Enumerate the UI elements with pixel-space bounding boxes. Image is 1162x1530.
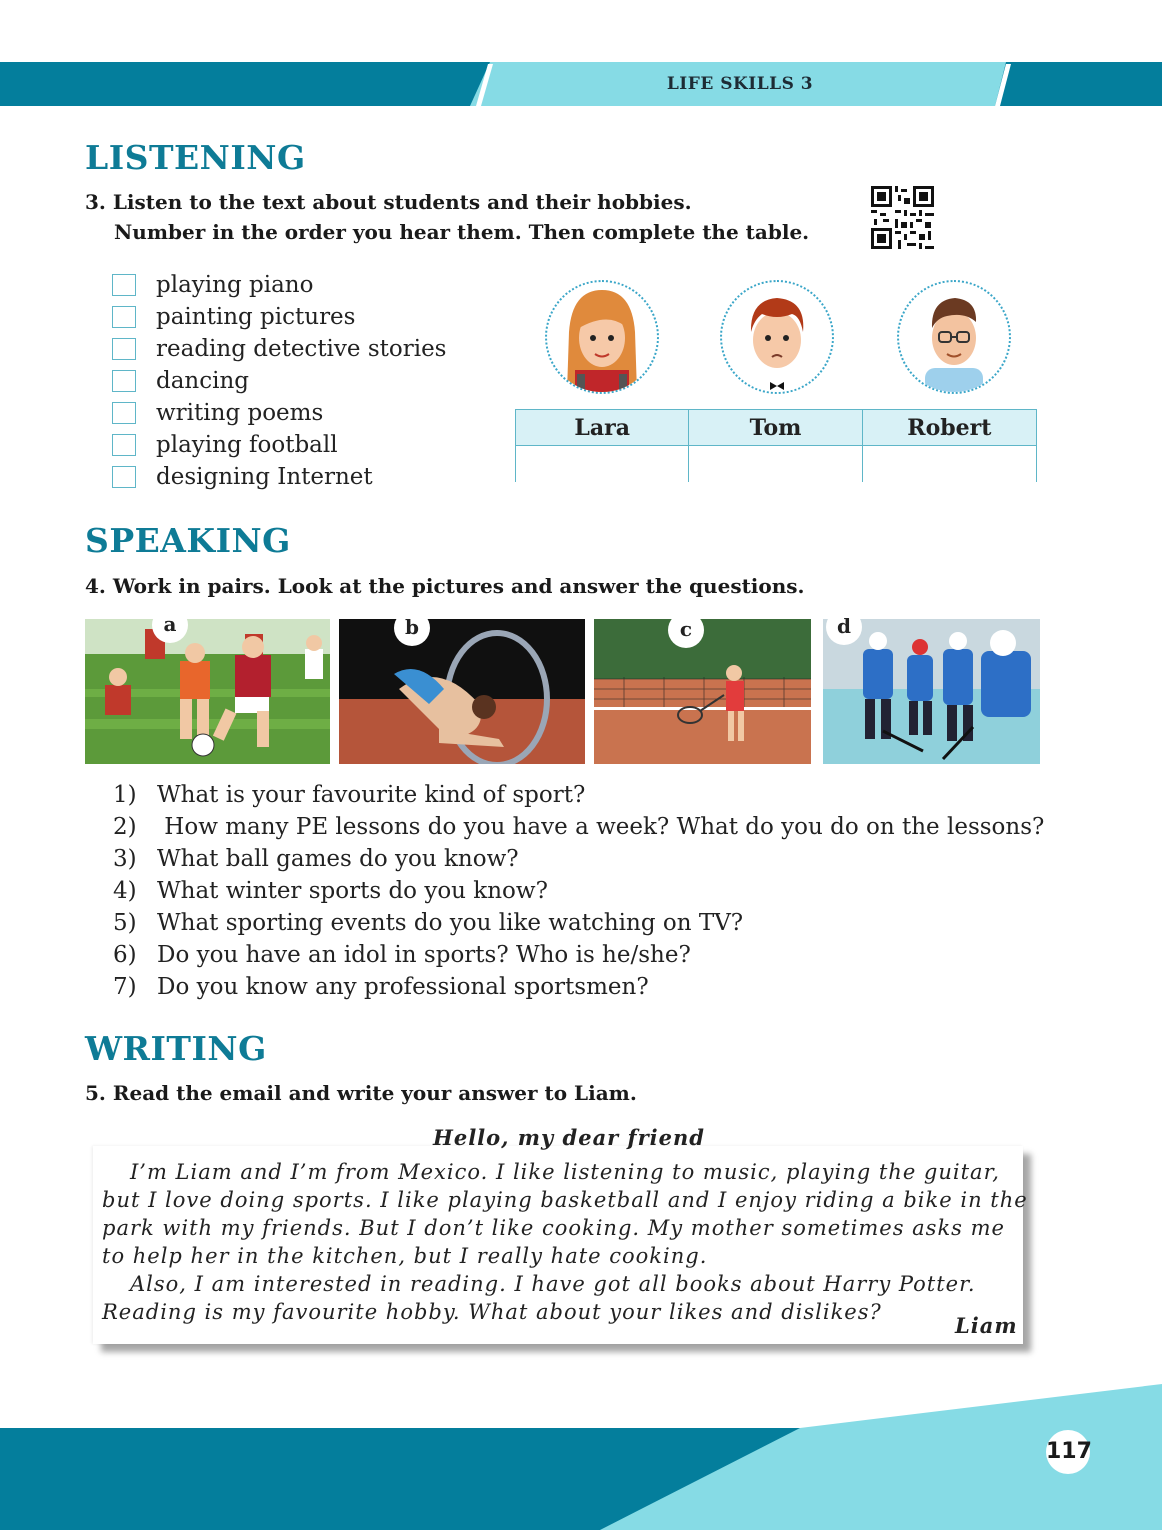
hobby-item[interactable] [112,461,373,493]
hobby-label: reading detective stories [156,336,447,362]
question-text: What ball games do you know? [157,846,519,872]
listening-task-line1: 3. Listen to the text about students and their hobbies. [85,190,692,214]
qr-code-icon[interactable] [871,186,934,249]
hobby-label: playing football [156,432,338,458]
question-text: What sporting events do you like watching on TV? [157,910,744,936]
question-text: How many PE lessons do you have a week? What do you do on the lessons? [157,814,1045,840]
table-cell-robert[interactable] [862,446,1036,483]
hobby-label: designing Internet [156,464,373,490]
hobby-label: writing poems [156,400,324,426]
question-text: Do you know any professional sportsmen? [157,974,649,1000]
number-box[interactable] [112,338,136,360]
photo-label-b: b [394,610,430,646]
question-number: 1) [113,782,137,808]
question-item [113,814,1044,846]
writing-task: 5. Read the email and write your answer to Liam. [85,1081,637,1105]
header-band [0,62,1162,106]
writing-heading: WRITING [85,1029,267,1068]
hobbies-table [515,409,1037,482]
hobby-item[interactable] [112,333,447,365]
email-line: Reading is my favourite hobby. What about your likes and dislikes? [102,1300,882,1324]
question-number: 4) [113,878,137,904]
number-box[interactable] [112,434,136,456]
question-number: 6) [113,942,137,968]
photo-label-a: a [152,607,188,643]
hobby-label: playing piano [156,272,314,298]
email-signature: Liam [955,1313,1018,1338]
question-text: What is your favourite kind of sport? [157,782,586,808]
table-cell-lara[interactable] [516,446,689,483]
question-text: Do you have an idol in sports? Who is he/she? [157,942,691,968]
table-cell-tom[interactable] [689,446,862,483]
question-item [113,910,743,942]
hobby-label: dancing [156,368,250,394]
hobby-item[interactable] [112,397,323,429]
question-item [113,782,585,814]
hobby-item[interactable] [112,301,355,333]
page-number: 117 [1046,1430,1090,1474]
email-line: to help her in the kitchen, but I really hate cooking. [102,1244,708,1268]
table-header-lara: Lara [516,410,689,446]
footer-band [0,1380,1162,1530]
question-number: 7) [113,974,137,1000]
number-box[interactable] [112,274,136,296]
speaking-heading: SPEAKING [85,521,291,560]
hobby-item[interactable] [112,429,338,461]
photo-label-d: d [826,609,862,645]
question-number: 2) [113,814,137,840]
listening-heading: LISTENING [85,138,306,177]
number-box[interactable] [112,466,136,488]
photo-gymnastics [339,619,585,764]
photo-label-c: c [668,612,704,648]
email-line: but I love doing sports. I like playing basketball and I enjoy riding a bike in the [102,1188,1028,1212]
lara-portrait [545,280,659,394]
number-box[interactable] [112,402,136,424]
email-line: park with my friends. But I don’t like cooking. My mother sometimes asks me [102,1216,1005,1240]
speaking-task: 4. Work in pairs. Look at the pictures and answer the questions. [85,574,805,598]
email-line: I’m Liam and I’m from Mexico. I like listening to music, playing the guitar, [130,1160,1000,1184]
question-item [113,846,519,878]
listening-task-line2: Number in the order you hear them. Then complete the table. [114,220,810,244]
hobby-item[interactable] [112,269,313,301]
hobby-item[interactable] [112,365,249,397]
email-greeting: Hello, my dear friend [433,1125,705,1150]
table-header-robert: Robert [862,410,1036,446]
number-box[interactable] [112,370,136,392]
header-title: LIFE SKILLS 3 [666,74,814,94]
tom-portrait [720,280,834,394]
table-header-tom: Tom [689,410,862,446]
question-text: What winter sports do you know? [157,878,548,904]
email-line: Also, I am interested in reading. I have got all books about Harry Potter. [130,1272,976,1296]
number-box[interactable] [112,306,136,328]
photo-football [85,619,330,764]
question-item [113,974,649,1006]
hobby-label: painting pictures [156,304,356,330]
question-number: 3) [113,846,137,872]
question-item [113,878,548,910]
robert-portrait [897,280,1011,394]
question-item [113,942,691,974]
question-number: 5) [113,910,137,936]
photo-tennis [594,619,811,764]
